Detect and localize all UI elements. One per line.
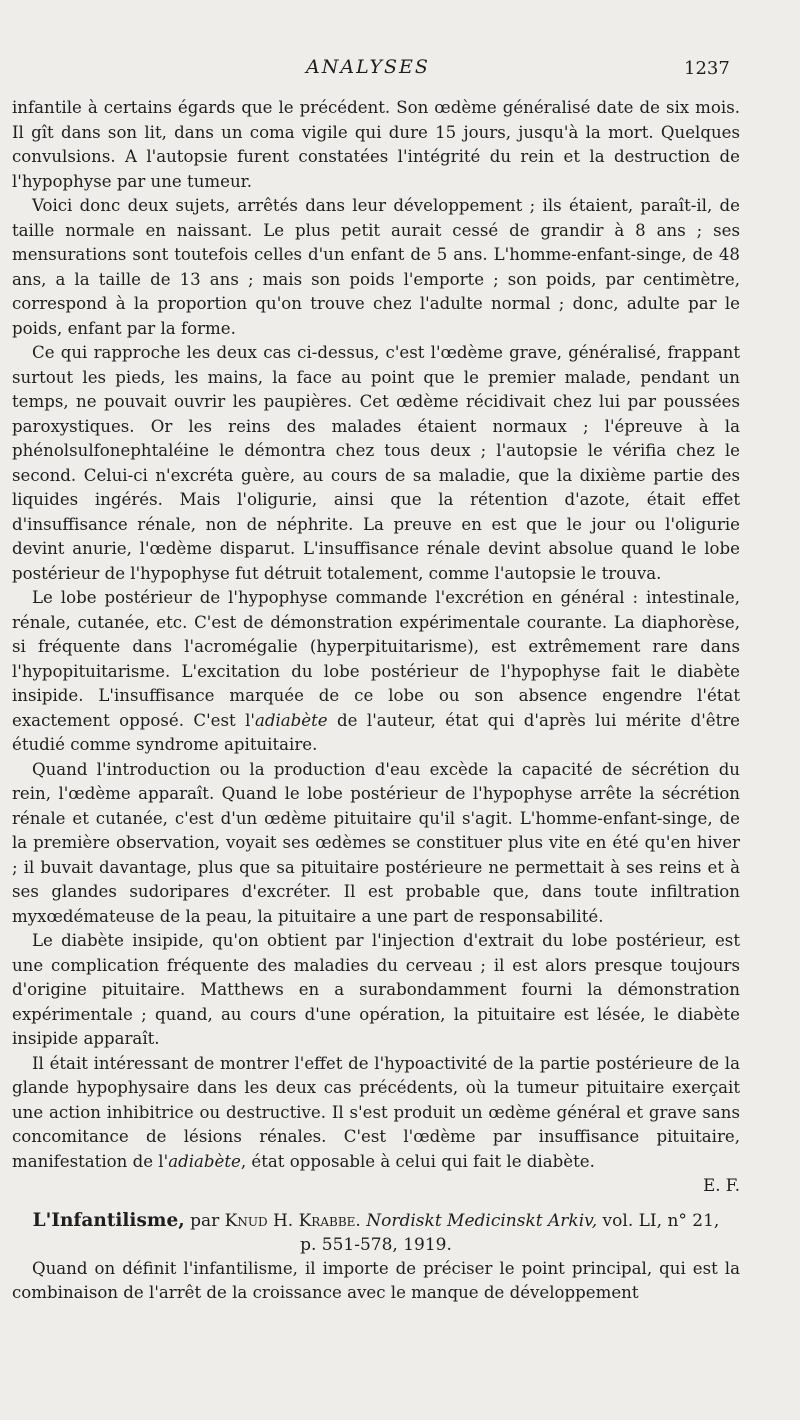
review-journal: Nordiskt Medicinskt Arkiv,: [366, 1210, 598, 1231]
paragraph: Le diabète insipide, qu'on obtient par l'injection d'extrait du lobe postérieur, est une complication fréquente des maladies du cerveau ; il est alors presque toujours d'origine pituitaire. Matthews en a surabondamment fourni la démonstration expérimentale ; quand, au cours d'une opération, la pituitaire est lésée, le diabète insipide apparaît.: [12, 931, 740, 1048]
paragraph-text: , état opposable à celui qui fait le diabète.: [240, 1151, 595, 1171]
paragraph: [12, 1052, 740, 1175]
italic-term: adiabète: [168, 1151, 241, 1171]
running-header: [0, 56, 800, 84]
review-opening-paragraph: Quand on définit l'infantilisme, il importe de préciser le point principal, qui est la combinaison de l'arrêt de la croissance avec le manque de développement: [12, 1258, 740, 1302]
signature: E. F.: [703, 1176, 740, 1195]
review-citation-line: [12, 1209, 740, 1233]
paragraph: [12, 586, 740, 758]
review-pages: p. 551-578, 1919.: [300, 1234, 452, 1255]
italic-term: adiabète: [254, 710, 328, 730]
paragraph: infantile à certains égards que le précédent. Son œdème généralisé date de six mois. Il gît dans son lit, dans un coma vigile qui dure 15 jours, jusqu'à la mort. Quelques convulsions. A l'autopsie furent constatées l'intégrité du rein et la destruction de l'hypophyse par une tumeur.: [12, 98, 740, 191]
paragraph-text: Il était intéressant de montrer l'effet de l'hypoactivité de la partie postérieure de la glande hypophysaire dans les deux cas précédents, où la tumeur pituitaire exerçait une action inhibitrice ou destructive. Il s'est produit un œdème général et grave sans concomitance de lésions rénales. C'est l'œdème par insuffisance pituitaire, manifestation de l': [12, 1053, 740, 1171]
paragraph-text: de l'auteur, état qui d'après lui mérite d'être étudié comme syndrome apituitaire.: [12, 710, 740, 754]
paragraph-text: Le lobe postérieur de l'hypophyse commande l'excrétion en général : intestinale, rénale, cutanée, etc. C'est de démonstration expérimentale courante. La diaphorèse, si fréquente dans l'acromégalie (hyperpituitarisme), est extrêmement rare dans l'hypopituitarisme. L'excitation du lobe postérieur de l'hypophyse fait le diabète insipide. L'insuffisance marquée de ce lobe ou son absence engendre l'état exactement opposé. C'est l': [12, 588, 740, 730]
page-number: 1237: [684, 58, 730, 79]
review-authors: Knud H. Krabbe.: [224, 1210, 361, 1231]
review-par: par: [190, 1210, 220, 1231]
review-heading: [12, 1209, 740, 1257]
running-title: ANALYSES: [306, 56, 430, 78]
paragraph: Quand l'introduction ou la production d'eau excède la capacité de sécrétion du rein, l'œdème apparaît. Quand le lobe postérieur de l'hypophyse arrête la sécrétion rénale et cutanée, c'est d'un œdème pituitaire qu'il s'agit. L'homme-enfant-singe, de la première observation, voyait ses œdèmes se constituer plus vite en été qu'en hiver ; il buvait davantage, plus que sa pituitaire postérieure ne permettait à ses reins et à ses glandes sudoripares d'excréter. Il est probable que, dans toute infiltration myxœdémateuse de la peau, la pituitaire a une part de responsabilité.: [12, 759, 740, 926]
body-text: [12, 96, 740, 1306]
review-title: L'Infantilisme,: [32, 1209, 185, 1231]
review-volume: vol. LI, n° 21,: [602, 1210, 720, 1231]
paragraph: Ce qui rapproche les deux cas ci-dessus, c'est l'œdème grave, généralisé, frappant surtout les pieds, les mains, la face au point que le premier malade, pendant un temps, ne pouvait ouvrir les paupières. Cet œdème récidivait chez lui par poussées paroxystiques. Or les reins des malades étaient normaux ; l'épreuve à la phénolsulfonephtaléine le démontra chez tous deux ; l'autopsie le vérifia chez le second. Celui-ci n'excréta guère, au cours de sa maladie, que la dixième partie des liquides ingérés. Mais l'oligurie, ainsi que la rétention d'azote, était effet d'insuffisance rénale, non de néphrite. La preuve en est que le jour ou l'oligurie devint anurie, l'œdème disparut. L'insuffisance rénale devint absolue quand le lobe postérieur de l'hypophyse fut détruit totalement, comme l'autopsie le trouva.: [12, 343, 740, 583]
paragraph: Voici donc deux sujets, arrêtés dans leur développement ; ils étaient, paraît-il, de taille normale en naissant. Le plus petit aurait cessé de grandir à 8 ans ; ses mensurations sont toutefois celles d'un enfant de 5 ans. L'homme-enfant-singe, de 48 ans, a la taille de 13 ans ; mais son poids l'emporte ; son poids, par centimètre, correspond à la proportion qu'on trouve chez l'adulte normal ; donc, adulte par le poids, enfant par la forme.: [12, 196, 740, 338]
